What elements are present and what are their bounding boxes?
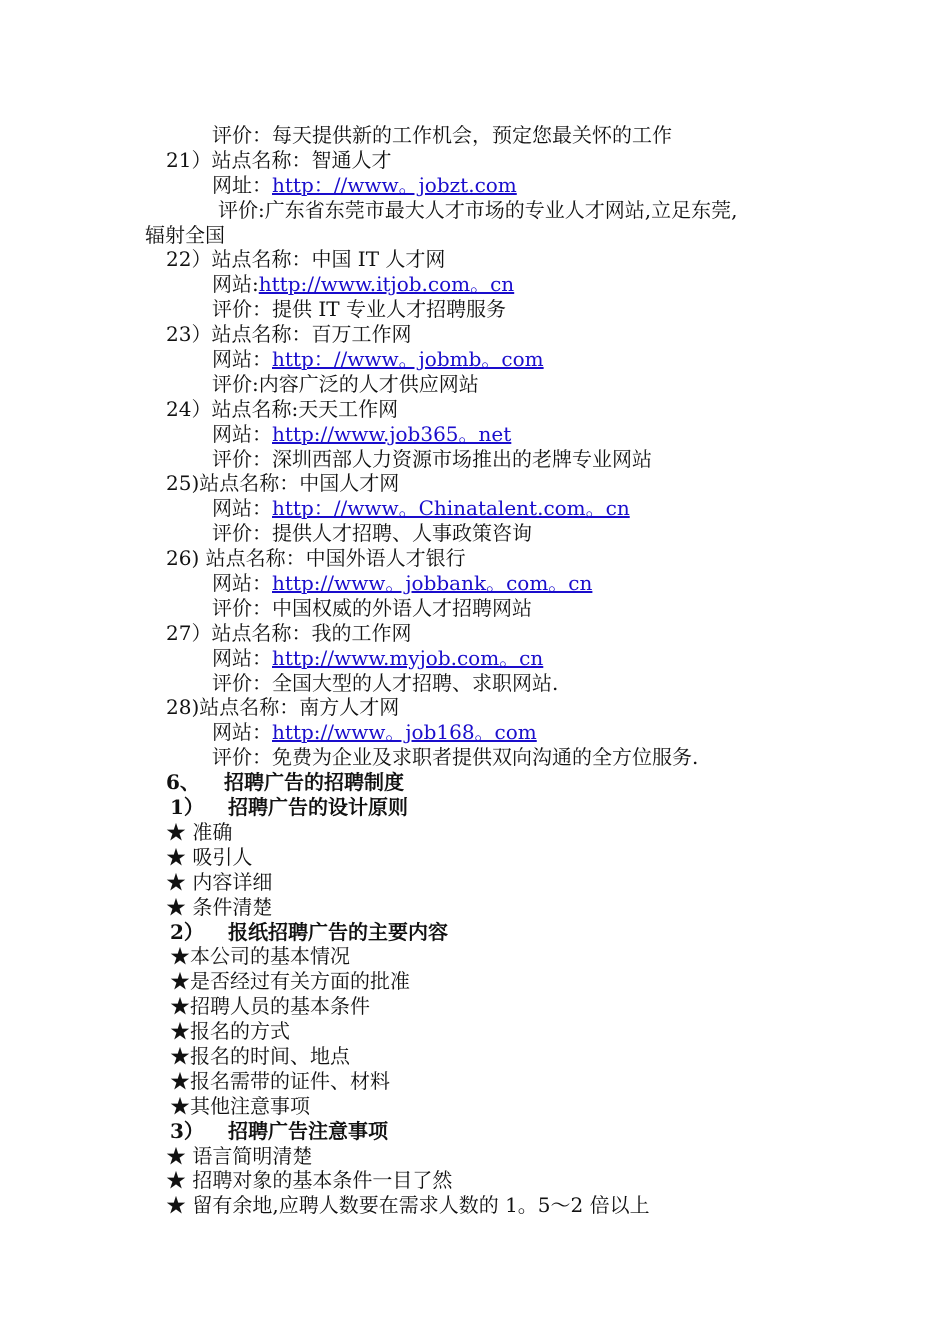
site-name-line: 24）站点名称:天天工作网 — [166, 396, 399, 421]
bullet-item: ★ 吸引人 — [166, 844, 253, 869]
site-name-line: 27）站点名称：我的工作网 — [166, 620, 412, 645]
site-link[interactable]: http://www。job168。com — [272, 720, 537, 745]
site-name-line: 21）站点名称：智通人才 — [166, 147, 392, 172]
bullet-item: ★ 留有余地,应聘人数要在需求人数的 1。5～2 倍以上 — [166, 1193, 650, 1218]
site-link[interactable]: http：//www。jobzt.com — [272, 172, 517, 197]
url-label: 网站： — [212, 571, 272, 596]
bullet-item: ★ 招聘对象的基本条件一目了然 — [166, 1168, 453, 1193]
subsection-title: 报纸招聘广告的主要内容 — [228, 919, 448, 944]
subsection-heading — [0, 795, 950, 820]
url-label: 网站： — [212, 421, 272, 446]
evaluation-line: 评价：提供 IT 专业人才招聘服务 — [212, 297, 506, 322]
site-link[interactable]: http：//www。jobmb。com — [272, 347, 544, 372]
evaluation-line: 评价:内容广泛的人才供应网站 — [212, 371, 479, 396]
bullet-item: ★ 准确 — [166, 819, 233, 844]
url-line — [0, 720, 950, 745]
subsection-title: 招聘广告的设计原则 — [228, 795, 408, 820]
url-label: 网站： — [212, 720, 272, 745]
bullet-item: ★报名需带的证件、材料 — [170, 1068, 390, 1093]
bullet-item: ★本公司的基本情况 — [170, 944, 350, 969]
url-label: 网站： — [212, 496, 272, 521]
url-line — [0, 422, 950, 447]
url-line — [0, 646, 950, 671]
url-line — [0, 496, 950, 521]
subsection-number: 3） — [170, 1118, 204, 1143]
section-number: 6、 — [166, 770, 200, 795]
site-link[interactable]: http://www。jobbank。com。cn — [272, 571, 593, 596]
site-link[interactable]: http://www.itjob.com。cn — [258, 272, 515, 297]
url-line — [0, 173, 950, 198]
site-name-line: 25)站点名称：中国人才网 — [166, 471, 400, 496]
site-name-line: 22）站点名称：中国 IT 人才网 — [166, 247, 446, 272]
bullet-item: ★ 条件清楚 — [166, 894, 273, 919]
site-name-line: 26) 站点名称：中国外语人才银行 — [166, 546, 466, 571]
site-name-line: 23）站点名称：百万工作网 — [166, 322, 412, 347]
url-label: 网站: — [212, 272, 259, 297]
evaluation-continuation: 辐射全国 — [145, 222, 225, 247]
site-link[interactable]: http://www.job365。net — [272, 421, 512, 446]
url-label: 网站： — [212, 645, 272, 670]
bullet-item: ★招聘人员的基本条件 — [170, 994, 370, 1019]
bullet-item: ★报名的时间、地点 — [170, 1043, 350, 1068]
site-link[interactable]: http://www.myjob.com。cn — [272, 645, 544, 670]
evaluation-line: 评价：中国权威的外语人才招聘网站 — [212, 595, 532, 620]
url-line — [0, 347, 950, 372]
bullet-item: ★ 语言简明清楚 — [166, 1143, 313, 1168]
subsection-number: 2） — [170, 919, 204, 944]
evaluation-line: 评价：免费为企业及求职者提供双向沟通的全方位服务. — [212, 745, 699, 770]
evaluation-line: 评价：提供人才招聘、人事政策咨询 — [212, 521, 532, 546]
subsection-heading — [0, 920, 950, 945]
url-line — [0, 272, 950, 297]
evaluation-line: 评价：全国大型的人才招聘、求职网站. — [212, 670, 559, 695]
bullet-item: ★报名的方式 — [170, 1019, 290, 1044]
evaluation-line: 评价:广东省东莞市最大人才市场的专业人才网站,立足东莞, — [218, 197, 738, 222]
url-label: 网址： — [212, 172, 272, 197]
evaluation-line: 评价：深圳西部人力资源市场推出的老牌专业网站 — [212, 446, 652, 471]
bullet-item: ★ 内容详细 — [166, 869, 273, 894]
section-heading — [0, 770, 950, 795]
url-label: 网站： — [212, 347, 272, 372]
bullet-item: ★其他注意事项 — [170, 1093, 310, 1118]
document-body — [0, 123, 950, 1218]
subsection-heading — [0, 1119, 950, 1144]
section-title: 招聘广告的招聘制度 — [224, 770, 404, 795]
evaluation-line: 评价：每天提供新的工作机会，预定您最关怀的工作 — [212, 123, 672, 147]
site-name-line: 28)站点名称：南方人才网 — [166, 695, 400, 720]
subsection-number: 1） — [170, 795, 204, 820]
subsection-title: 招聘广告注意事项 — [228, 1118, 388, 1143]
bullet-item: ★是否经过有关方面的批准 — [170, 969, 410, 994]
url-line — [0, 571, 950, 596]
site-link[interactable]: http：//www。Chinatalent.com。cn — [272, 496, 630, 521]
